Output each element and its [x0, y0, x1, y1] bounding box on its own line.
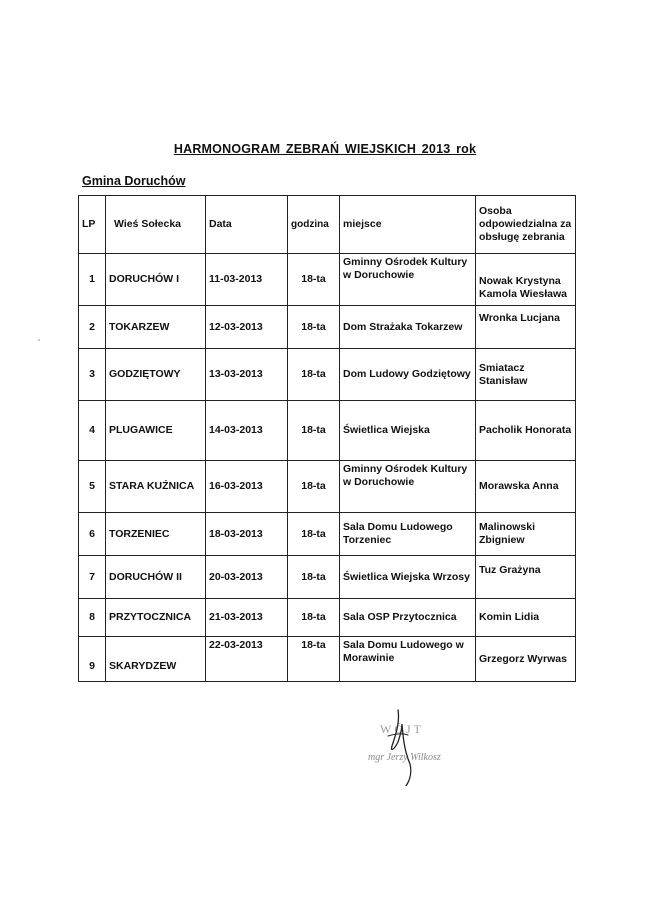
cell-data: 16-03-2013	[206, 461, 288, 513]
cell-data: 11-03-2013	[206, 254, 288, 306]
cell-wies: PLUGAWICE	[106, 401, 206, 461]
cell-wies: PRZYTOCZNICA	[106, 599, 206, 637]
header-miejsce: miejsce	[340, 196, 476, 254]
table-row	[79, 306, 576, 349]
cell-godzina: 18-ta	[288, 306, 340, 349]
cell-lp: 6	[79, 513, 106, 556]
cell-lp: 9	[79, 637, 106, 682]
cell-lp: 3	[79, 349, 106, 401]
cell-miejsce: Gminny Ośrodek Kultury w Doruchowie	[340, 461, 476, 513]
cell-godzina: 18-ta	[288, 513, 340, 556]
cell-godzina: 18-ta	[288, 349, 340, 401]
stamp-name: mgr Jerzy Wilkosz	[368, 752, 441, 763]
table-row	[79, 556, 576, 599]
table-row	[79, 513, 576, 556]
cell-osoba: Tuz Grażyna	[476, 556, 576, 599]
cell-osoba: Pacholik Honorata	[476, 401, 576, 461]
cell-data: 22-03-2013	[206, 637, 288, 682]
table-row	[79, 401, 576, 461]
cell-miejsce: Gminny Ośrodek Kultury w Doruchowie	[340, 254, 476, 306]
cell-lp: 4	[79, 401, 106, 461]
cell-miejsce: Dom Strażaka Tokarzew	[340, 306, 476, 349]
table-header-row	[79, 196, 576, 254]
cell-miejsce: Świetlica Wiejska Wrzosy	[340, 556, 476, 599]
cell-data: 14-03-2013	[206, 401, 288, 461]
cell-miejsce: Sala Domu Ludowego w Morawinie	[340, 637, 476, 682]
cell-data: 21-03-2013	[206, 599, 288, 637]
schedule-table	[78, 195, 576, 682]
cell-osoba: Morawska Anna	[476, 461, 576, 513]
table-row	[79, 599, 576, 637]
handwritten-signature-icon	[340, 706, 470, 786]
stamp-title: WÓJT	[380, 722, 424, 736]
cell-data: 18-03-2013	[206, 513, 288, 556]
header-lp: LP	[79, 196, 106, 254]
header-data: Data	[206, 196, 288, 254]
cell-wies: TORZENIEC	[106, 513, 206, 556]
cell-lp: 7	[79, 556, 106, 599]
page-title: HARMONOGRAM ZEBRAŃ WIEJSKICH 2013 rok	[173, 142, 477, 156]
cell-miejsce: Sala Domu Ludowego Torzeniec	[340, 513, 476, 556]
table-row	[79, 637, 576, 682]
cell-godzina: 18-ta	[288, 637, 340, 682]
cell-osoba: Smiatacz Stanisław	[476, 349, 576, 401]
signature-stamp	[340, 706, 470, 786]
cell-wies: GODZIĘTOWY	[106, 349, 206, 401]
cell-wies: DORUCHÓW II	[106, 556, 206, 599]
table-row	[79, 254, 576, 306]
cell-lp: 5	[79, 461, 106, 513]
cell-lp: 1	[79, 254, 106, 306]
cell-osoba: Komin Lidia	[476, 599, 576, 637]
cell-lp: 2	[79, 306, 106, 349]
cell-osoba: Grzegorz Wyrwas	[476, 637, 576, 682]
cell-godzina: 18-ta	[288, 599, 340, 637]
cell-osoba: Malinowski Zbigniew	[476, 513, 576, 556]
cell-miejsce: Sala OSP Przytocznica	[340, 599, 476, 637]
scan-speck: ʻ	[38, 338, 41, 349]
table-row	[79, 349, 576, 401]
cell-godzina: 18-ta	[288, 556, 340, 599]
gmina-heading: Gmina Doruchów	[82, 174, 186, 188]
cell-miejsce: Dom Ludowy Godziętowy	[340, 349, 476, 401]
header-godzina: godzina	[288, 196, 340, 254]
header-wies: Wieś Sołecka	[106, 196, 206, 254]
cell-lp: 8	[79, 599, 106, 637]
cell-data: 13-03-2013	[206, 349, 288, 401]
cell-miejsce: Świetlica Wiejska	[340, 401, 476, 461]
cell-data: 20-03-2013	[206, 556, 288, 599]
cell-wies: TOKARZEW	[106, 306, 206, 349]
header-osoba: Osoba odpowiedzialna za obsługę zebrania	[476, 196, 576, 254]
cell-wies: DORUCHÓW I	[106, 254, 206, 306]
cell-osoba: Nowak Krystyna Kamola Wiesława	[476, 254, 576, 306]
cell-wies: STARA KUŹNICA	[106, 461, 206, 513]
cell-godzina: 18-ta	[288, 401, 340, 461]
cell-godzina: 18-ta	[288, 254, 340, 306]
cell-osoba: Wronka Lucjana	[476, 306, 576, 349]
cell-wies: SKARYDZEW	[106, 637, 206, 682]
cell-godzina: 18-ta	[288, 461, 340, 513]
table-row	[79, 461, 576, 513]
cell-data: 12-03-2013	[206, 306, 288, 349]
